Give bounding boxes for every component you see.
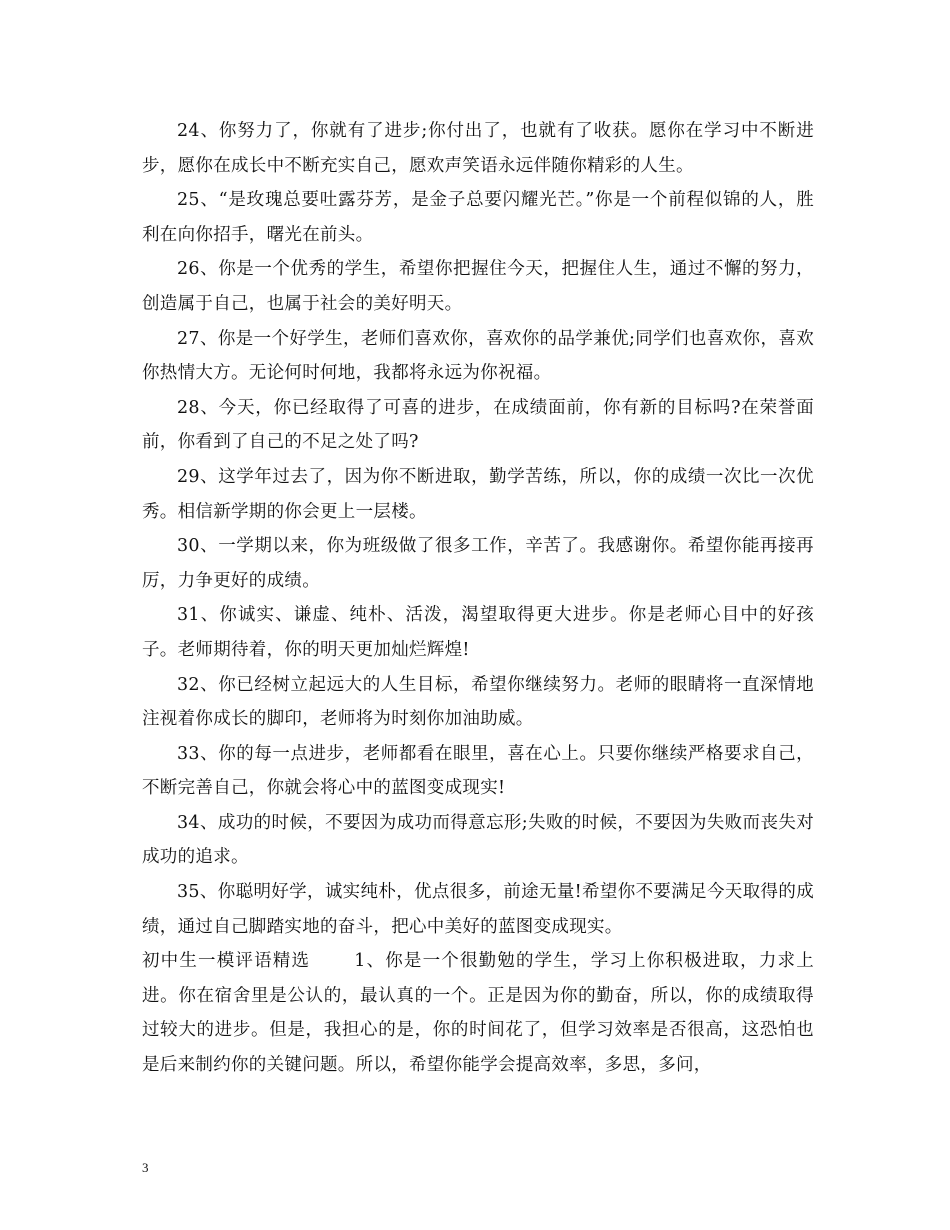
document-body bbox=[142, 114, 814, 1083]
paragraph-25: 25、“是玫瑰总要吐露芬芳，是金子总要闪耀光芒。”你是一个前程似锦的人，胜利在向你招手，曙光在前头。 bbox=[142, 190, 814, 245]
paragraph-28: 28、今天，你已经取得了可喜的进步，在成绩面前，你有新的目标吗?在荣誉面前，你看到了自己的不足之处了吗? bbox=[142, 397, 814, 453]
section-paragraph-final: 初中生一模评语精选 1、你是一个很勤勉的学生，学习上你积极进取，力求上进。你在宿舍里是公认的，最认真的一个。正是因为你的勤奋，所以，你的成绩取得过较大的进步。但是，我担心的是，你的时间花了，但学习效率是否很高，这恐怕也是后来制约你的关键问题。所以，希望你能学会提高效率，多思，多问， bbox=[142, 951, 814, 1076]
paragraph-33: 33、你的每一点进步，老师都看在眼里，喜在心上。只要你继续严格要求自己，不断完善自己，你就会将心中的蓝图变成现实! bbox=[142, 743, 814, 799]
paragraph-34: 34、成功的时候，不要因为成功而得意忘形;失败的时候，不要因为失败而丧失对成功的追求。 bbox=[142, 812, 814, 868]
paragraph-32: 32、你已经树立起远大的人生目标，希望你继续努力。老师的眼睛将一直深情地注视着你成长的脚印，老师将为时刻你加油助威。 bbox=[142, 674, 814, 730]
paragraph-24: 24、你努力了，你就有了进步;你付出了，也就有了收获。愿你在学习中不断进步，愿你在成长中不断充实自己，愿欢声笑语永远伴随你精彩的人生。 bbox=[142, 121, 814, 176]
paragraph-35: 35、你聪明好学，诚实纯朴，优点很多，前途无量!希望你不要满足今天取得的成绩，通过自己脚踏实地的奋斗，把心中美好的蓝图变成现实。 bbox=[142, 882, 814, 937]
page-number: 3 bbox=[142, 1160, 149, 1175]
paragraph-31: 31、你诚实、谦虚、纯朴、活泼，渴望取得更大进步。你是老师心目中的好孩子。老师期待着，你的明天更加灿烂辉煌! bbox=[142, 605, 814, 660]
paragraph-26: 26、你是一个优秀的学生，希望你把握住今天，把握住人生，通过不懈的努力，创造属于自己，也属于社会的美好明天。 bbox=[142, 259, 814, 314]
paragraph-27: 27、你是一个好学生，老师们喜欢你，喜欢你的品学兼优;同学们也喜欢你，喜欢你热情大方。无论何时何地，我都将永远为你祝福。 bbox=[142, 328, 814, 384]
paragraph-30: 30、一学期以来，你为班级做了很多工作，辛苦了。我感谢你。希望你能再接再厉，力争更好的成绩。 bbox=[142, 536, 814, 591]
paragraph-29: 29、这学年过去了，因为你不断进取，勤学苦练，所以，你的成绩一次比一次优秀。相信新学期的你会更上一层楼。 bbox=[142, 466, 814, 522]
